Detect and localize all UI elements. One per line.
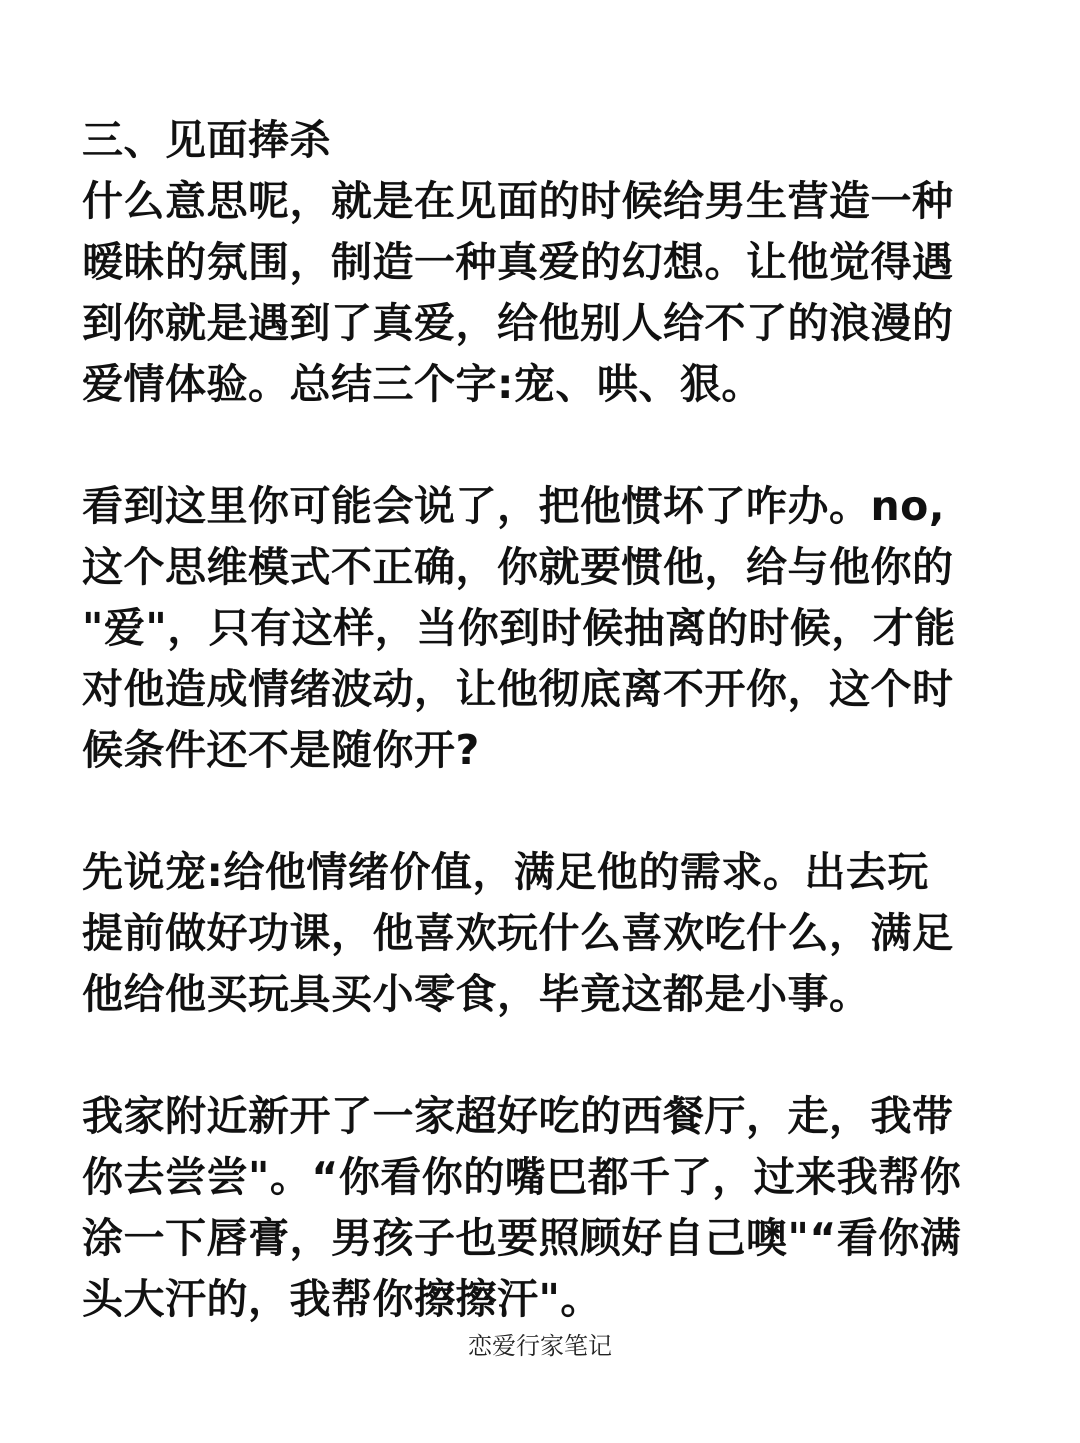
- paragraph-2: [82, 476, 1002, 781]
- text-line: 这个思维模式不正确，你就要惯他，给与他你的: [82, 543, 954, 591]
- text-line: 候条件还不是随你开?: [82, 726, 480, 774]
- text-line: 我家附近新开了一家超好吃的西餐厅，走，我带: [82, 1092, 954, 1140]
- text-line: 提前做好功课，他喜欢玩什么喜欢吃什么，满足: [82, 909, 954, 957]
- text-line: 头大汗的，我帮你擦擦汗"。: [82, 1275, 602, 1323]
- text-line: 暧昧的氛围，制造一种真爱的幻想。让他觉得遇: [82, 238, 954, 286]
- text-line: 涂一下唇膏，男孩子也要照顾好自己噢"“看你满: [82, 1214, 962, 1262]
- text-line: 看到这里你可能会说了，把他惯坏了咋办。no,: [82, 482, 945, 530]
- text-line: 对他造成情绪波动，让他彻底离不开你，这个时: [82, 665, 954, 713]
- paragraph-3: [82, 842, 1002, 1025]
- paragraph-4: [82, 1086, 1002, 1330]
- section-heading: 三、见面捧杀: [82, 116, 331, 164]
- text-line: 你去尝尝"。“你看你的嘴巴都千了，过来我帮你: [82, 1153, 962, 1201]
- text-line: 他给他买玩具买小零食，毕竟这都是小事。: [82, 970, 871, 1018]
- text-line: 到你就是遇到了真爱，给他别人给不了的浪漫的: [82, 299, 954, 347]
- article-body: [82, 110, 1002, 1391]
- paragraph-1: [82, 171, 1002, 415]
- text-line: "爱"，只有这样，当你到时候抽离的时候，才能: [82, 604, 956, 652]
- text-line: 先说宠:给他情绪价值，满足他的需求。出去玩: [82, 848, 929, 896]
- text-line: 什么意思呢，就是在见面的时候给男生营造一种: [82, 177, 954, 225]
- text-line: 爱情体验。总结三个字:宠、哄、狠。: [82, 360, 763, 408]
- footer-signature: 恋爱行家笔记: [468, 1332, 612, 1360]
